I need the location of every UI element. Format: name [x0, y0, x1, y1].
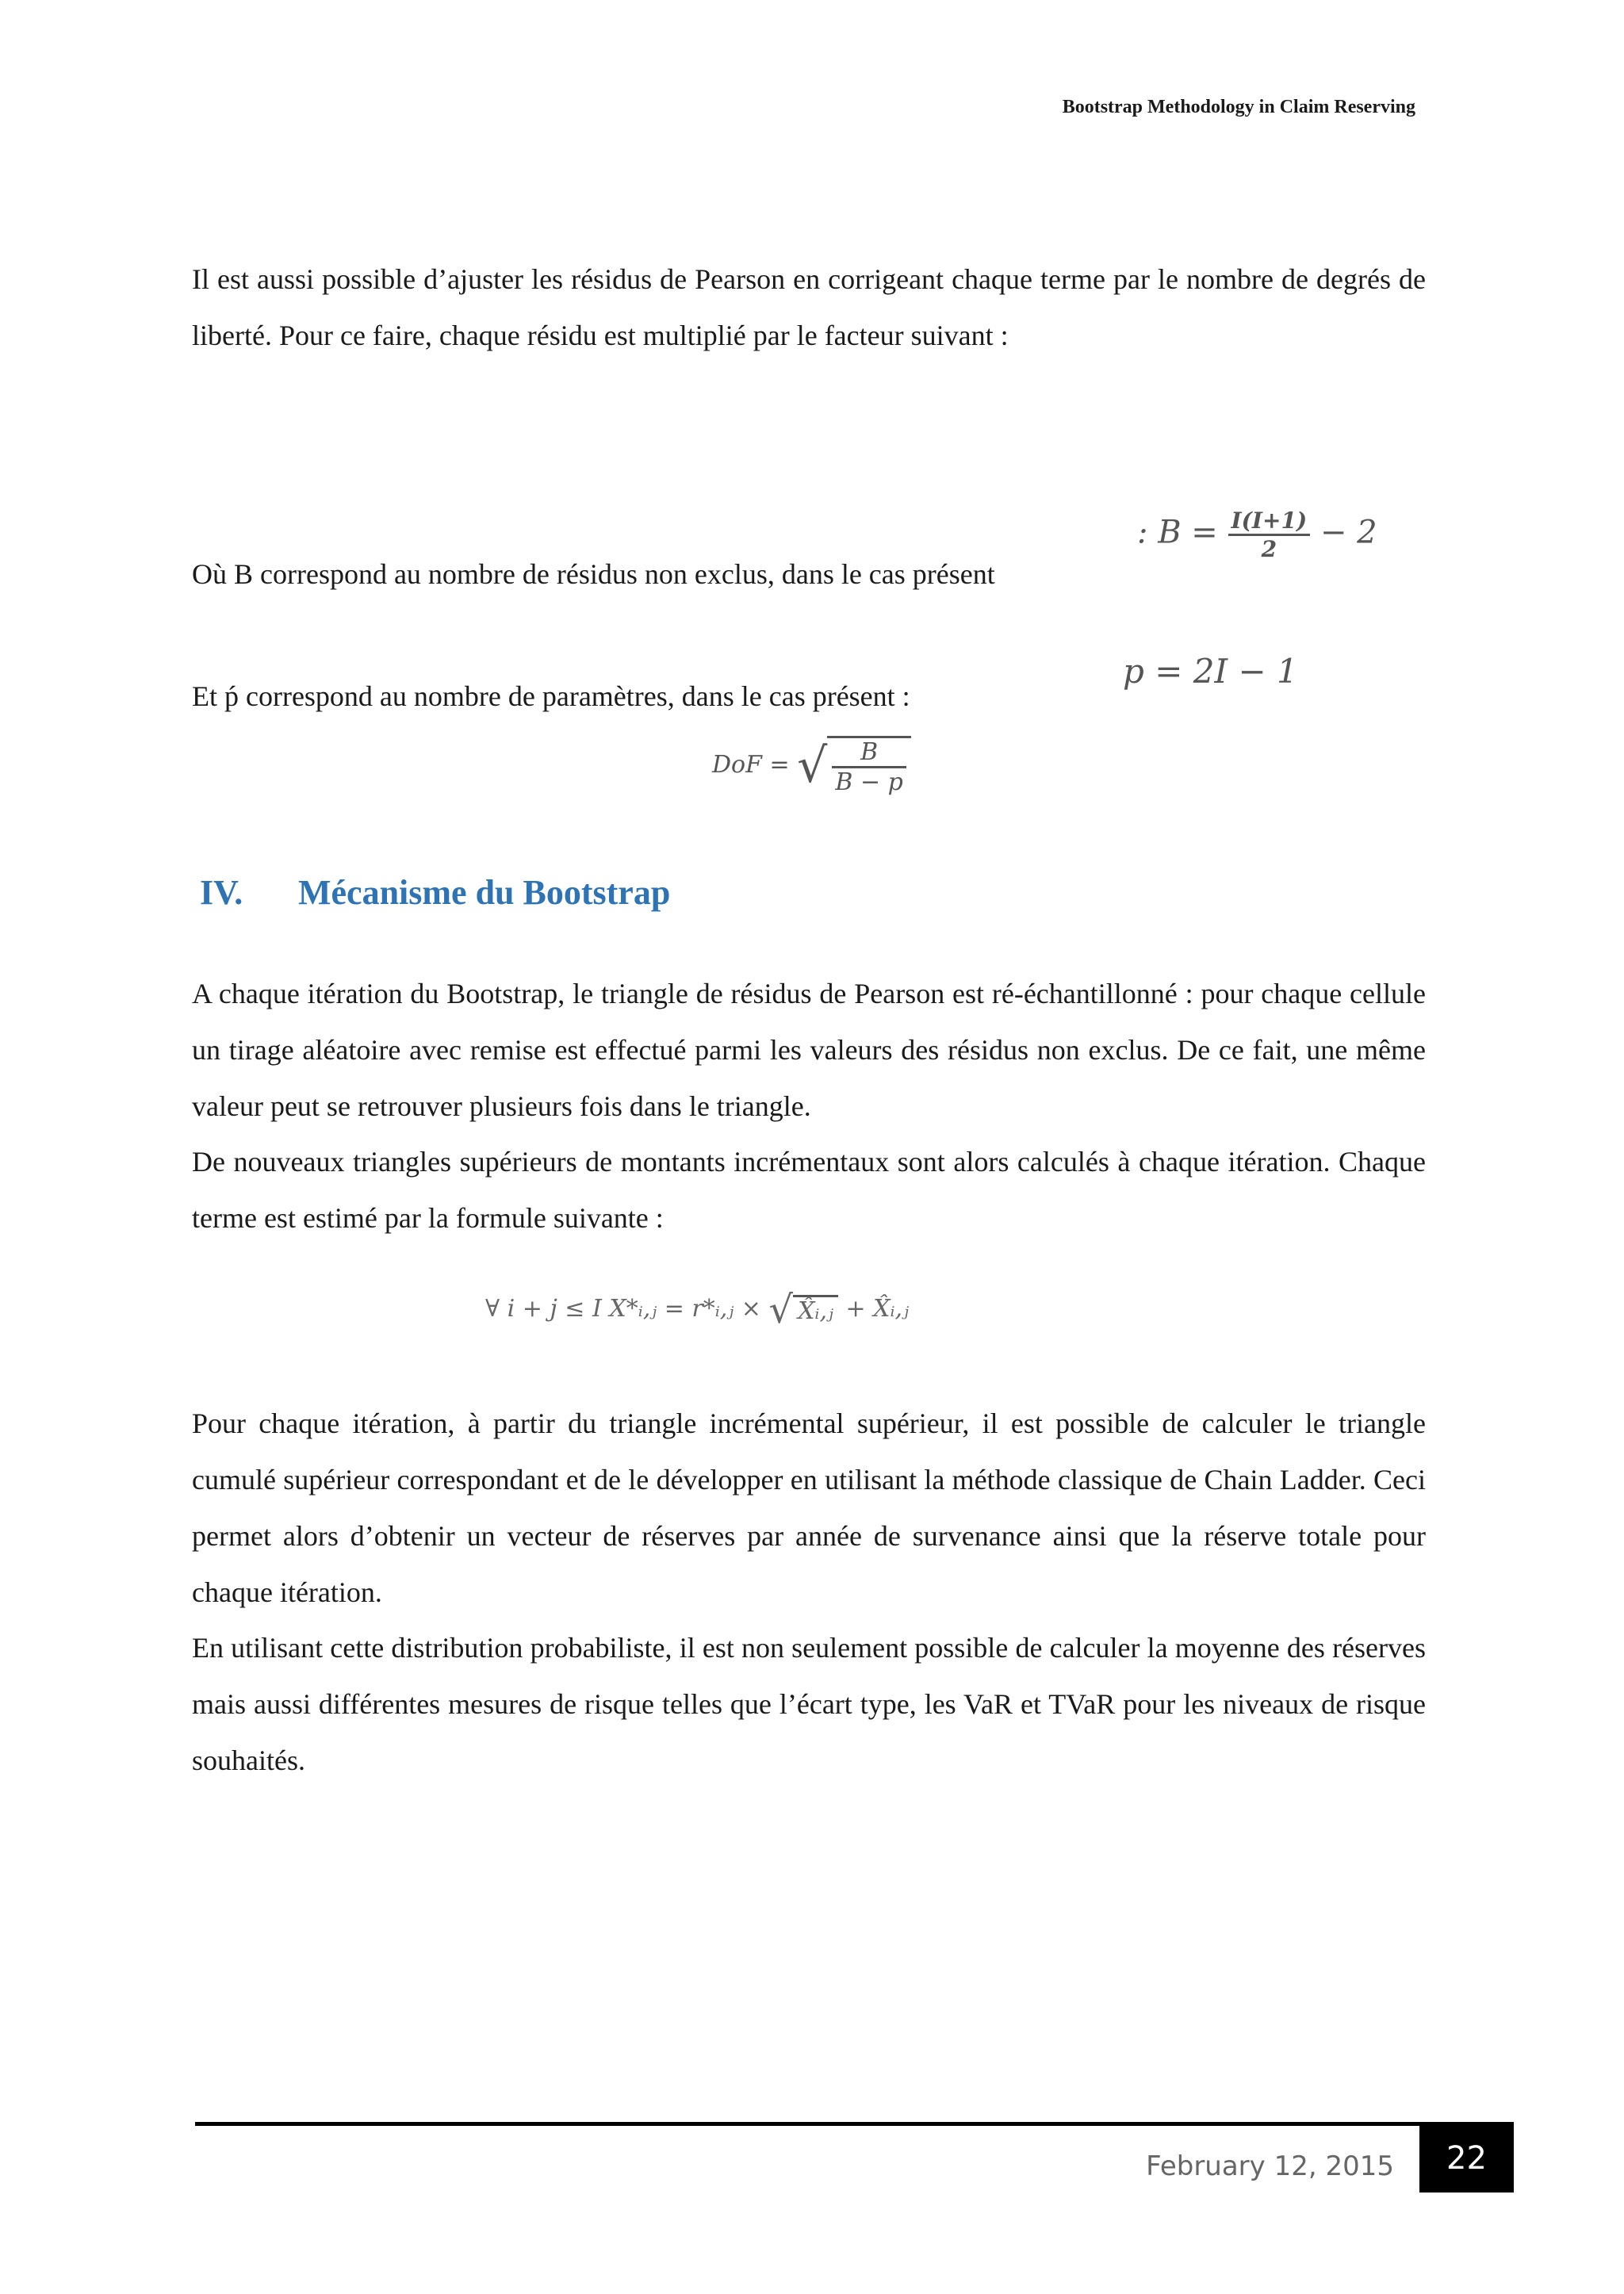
footer-rule — [195, 2122, 1514, 2126]
paragraph-resampling: A chaque itération du Bootstrap, le triangle de résidus de Pearson est ré-échantillonné : pour chaque cellule un tirage aléatoire avec remise est effectué parmi les valeurs des résidus non exclus. De ce fait, une même valeur peut se retrouver plusieurs fois dans le triangle. — [192, 978, 1426, 1122]
formula-x-sqrt: √ X̂ᵢ,ⱼ — [768, 1288, 837, 1332]
paragraph-dof-intro: Il est aussi possible d’ajuster les résidus de Pearson en corrigeant chaque terme par le nombre de degrés de liberté. Pour ce faire, chaque résidu est multiplié par le facteur suivant : — [192, 263, 1426, 351]
formula-dof-sqrt: √ $\frac{B}{B - p}$ — [797, 736, 911, 796]
running-header: Bootstrap Methodology in Claim Reserving — [1062, 97, 1415, 117]
formula-b-suffix: − 2 — [1320, 514, 1377, 551]
paragraph-new-triangles: De nouveaux triangles supérieurs de montants incrémentaux sont alors calculés à chaque itération. Chaque terme est estimé par la formule suivante : — [192, 1146, 1426, 1234]
paragraph-p-definition: Et ṕ correspond au nombre de paramètres, dans le cas présent : — [192, 680, 910, 712]
formula-x-rhs: + X̂ᵢ,ⱼ — [845, 1295, 909, 1323]
formula-dof-numerator: B — [832, 738, 906, 768]
paragraph-chain-ladder: Pour chaque itération, à partir du triangle incrémental supérieur, il est possible de calculer le triangle cumulé supérieur correspondant et de le développer en utilisant la méthode classique de Chain Ladder. Ceci permet alors d’obtenir un vecteur de réserves par année de survenance ainsi que la réserve totale pour chaque itération. — [192, 1407, 1426, 1608]
formula-dof-denominator: B − p — [835, 768, 903, 796]
formula-b — [1137, 507, 1377, 562]
formula-b-numerator: I(I+1) — [1228, 507, 1311, 536]
formula-dof-lhs: DoF = — [712, 751, 790, 779]
formula-b-fraction — [1228, 507, 1311, 562]
formula-x-lhs: ∀ i + j ≤ I X*ᵢ,ⱼ = r*ᵢ,ⱼ × — [485, 1295, 761, 1323]
formula-x-radicand: X̂ᵢ,ⱼ — [793, 1295, 838, 1325]
formula-x-star — [485, 1288, 909, 1332]
formula-dof-fraction — [832, 738, 906, 796]
section-heading — [200, 872, 670, 913]
section-title: Mécanisme du Bootstrap — [298, 873, 671, 912]
section-number: IV. — [200, 873, 243, 912]
formula-b-denominator: 2 — [1261, 536, 1277, 562]
paragraph-b-definition: Où B correspond au nombre de résidus non exclus, dans le cas présent — [192, 558, 995, 590]
footer-date: February 12, 2015 — [1146, 2150, 1394, 2182]
page-number: 22 — [1419, 2124, 1514, 2193]
formula-p: p = 2I − 1 — [1123, 652, 1298, 691]
formula-b-prefix: : B = — [1137, 514, 1218, 551]
paragraph-risk-measures: En utilisant cette distribution probabiliste, il est non seulement possible de calculer la moyenne des réserves mais aussi différentes mesures de risque telles que l’écart type, les VaR et TVaR pour les niveaux de risque souhaités. — [192, 1632, 1426, 1776]
formula-dof — [712, 736, 911, 796]
